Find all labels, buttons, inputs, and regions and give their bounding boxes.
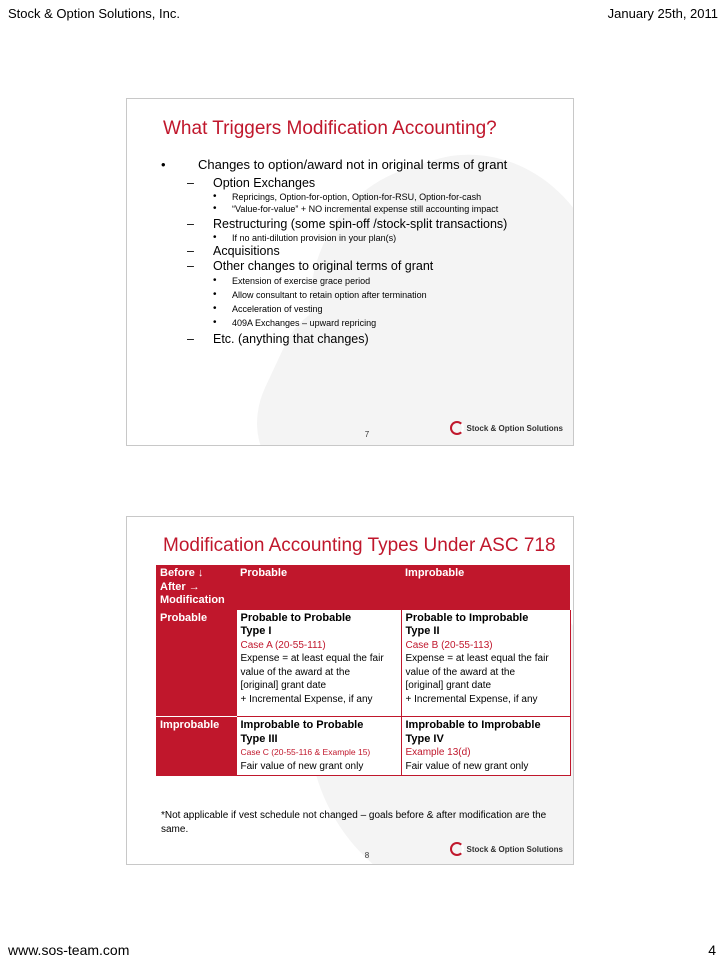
sub-item: – Acquisitions (187, 244, 280, 258)
bullet-item: • Changes to option/award not in original terms of grant (161, 157, 508, 172)
header-company: Stock & Option Solutions, Inc. (8, 6, 180, 21)
sub-sub-item: • Allow consultant to retain option after termination (213, 289, 427, 300)
table-cell: Probable to Improbable Type II Case B (20-55-113) Expense = at least equal the fair value of the award at the [original] grant date + Incremental Expense, if any (401, 610, 570, 717)
footer-url: www.sos-team.com (8, 942, 130, 958)
table-row (156, 610, 570, 717)
slide-7 (126, 98, 574, 446)
slide-number: 7 (364, 430, 370, 439)
footer-page-number: 4 (708, 942, 716, 958)
sub-item: – Etc. (anything that changes) (187, 332, 369, 346)
slide-number: 8 (364, 851, 370, 860)
table-cell: Improbable to Improbable Type IV Example 13(d) Fair value of new grant only (401, 717, 570, 776)
slide-8 (126, 516, 574, 865)
bullet-outline (161, 157, 563, 347)
company-logo: Stock & Option Solutions (450, 842, 563, 856)
modification-types-table (156, 565, 571, 776)
table-footnote: *Not applicable if vest schedule not changed – goals before & after modification are the same. (161, 810, 547, 835)
sub-item: – Restructuring (some spin-off /stock-split transactions) (187, 217, 508, 231)
table-row (156, 717, 570, 776)
table-cell: Probable to Probable Type I Case A (20-55-111) Expense = at least equal the fair value of the award at the [original] grant date + Incremental Expense, if any (236, 610, 401, 717)
row-header: Probable (156, 610, 236, 717)
table-header-row (156, 565, 570, 610)
row-header: Improbable (156, 717, 236, 776)
table-cell: Improbable to Probable Type III Case C (20-55-116 & Example 15) Fair value of new grant only (236, 717, 401, 776)
slide-title: What Triggers Modification Accounting? (163, 118, 497, 139)
logo-icon (450, 842, 464, 856)
sub-sub-item: • Extension of exercise grace period (213, 275, 371, 286)
sub-sub-item: • Repricings, Option-for-option, Option-for-RSU, Option-for-cash (213, 191, 482, 202)
sub-item: – Other changes to original terms of grant (187, 259, 434, 273)
header-date: January 25th, 2011 (607, 6, 718, 21)
column-header: Probable (236, 565, 401, 610)
sub-sub-item: • “Value-for-value” + NO incremental expense still accounting impact (213, 203, 499, 214)
logo-icon (450, 421, 464, 435)
sub-item: – Option Exchanges (187, 176, 316, 190)
sub-sub-item: • Acceleration of vesting (213, 303, 323, 314)
sub-sub-item: • If no anti-dilution provision in your plan(s) (213, 232, 397, 243)
company-logo: Stock & Option Solutions (450, 421, 563, 435)
column-header: Improbable (401, 565, 570, 610)
table-corner-cell: Before ↓ After → Modification (156, 565, 236, 610)
slide-title: Modification Accounting Types Under ASC 718 (163, 535, 556, 556)
sub-sub-item: • 409A Exchanges – upward repricing (213, 317, 377, 328)
